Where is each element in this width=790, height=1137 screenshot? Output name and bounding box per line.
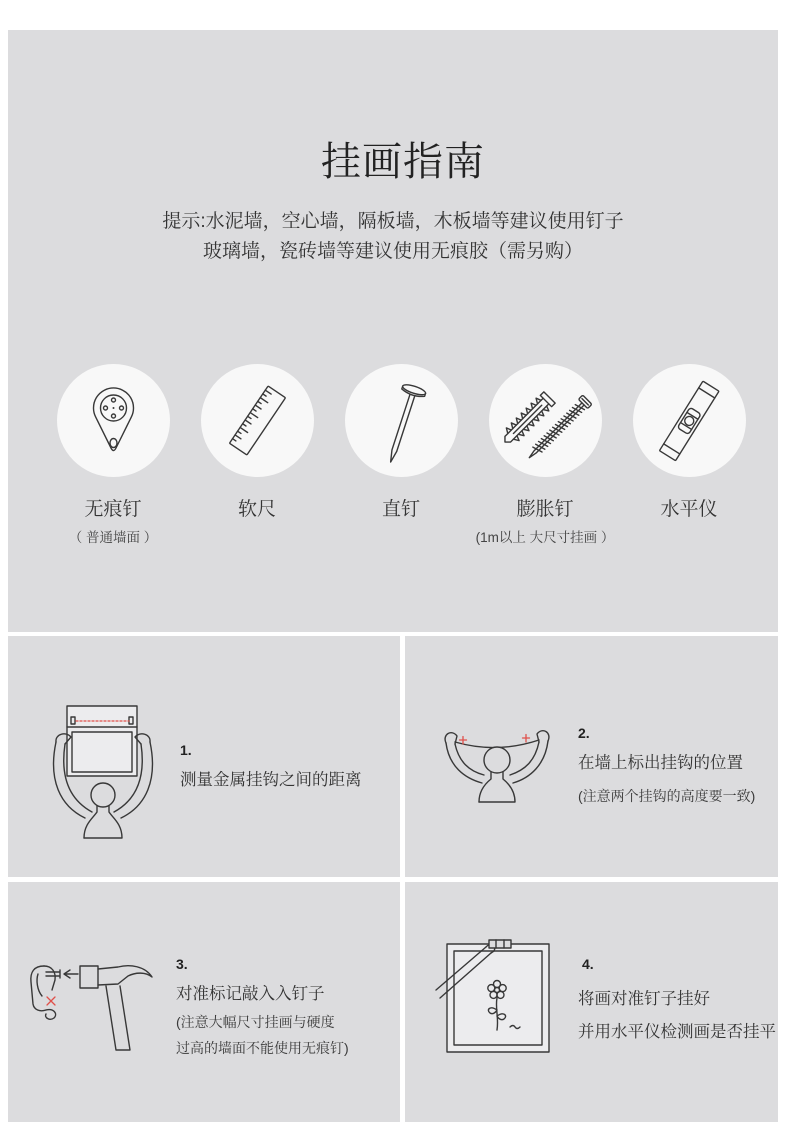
nail-shape bbox=[379, 383, 426, 466]
tool-icon-circle bbox=[201, 364, 314, 477]
step-panel-2 bbox=[405, 636, 778, 877]
tool-item-traceless-nail bbox=[43, 364, 183, 548]
expansion-screw-icon bbox=[489, 364, 602, 477]
step-text-block bbox=[180, 740, 362, 792]
traceless-nail-icon bbox=[57, 364, 170, 477]
hammer-nail-drawing bbox=[31, 966, 152, 1050]
ruler-shape bbox=[229, 386, 285, 455]
step-number: 2. bbox=[578, 725, 590, 741]
tool-name: 水平仪 bbox=[660, 499, 718, 520]
step-text-block bbox=[578, 954, 776, 1049]
step-panel-4 bbox=[405, 882, 778, 1122]
tool-name: 软尺 bbox=[237, 499, 276, 520]
wall-anchor-shape bbox=[498, 391, 555, 448]
step-number: 4. bbox=[582, 956, 594, 972]
tool-item-nail bbox=[331, 364, 471, 523]
step-number: 3. bbox=[176, 956, 188, 972]
tool-name: 直钉 bbox=[381, 499, 420, 520]
tool-icon-circle bbox=[57, 364, 170, 477]
step-note: (注意两个挂钩的高度要一致) bbox=[578, 788, 756, 804]
step-panel-3 bbox=[8, 882, 400, 1122]
tip-line: 提示:水泥墙，空心墙，隔板墙，木板墙等建议使用钉子 bbox=[162, 211, 624, 232]
ruler-icon bbox=[201, 364, 314, 477]
tool-icon-circle bbox=[633, 364, 746, 477]
tool-note: （ 普通墙面 ） bbox=[68, 530, 158, 545]
tool-note: (1m以上 大尺寸挂画 ） bbox=[475, 530, 615, 545]
spirit-level-icon bbox=[633, 364, 746, 477]
tool-item-expansion-screw bbox=[475, 364, 615, 548]
step-number: 1. bbox=[180, 742, 192, 758]
hang-frame-level-drawing bbox=[436, 940, 549, 1052]
step-text-block bbox=[578, 723, 755, 807]
step-text-block bbox=[176, 954, 349, 1061]
tool-item-ruler bbox=[187, 364, 327, 523]
nail-icon bbox=[345, 364, 458, 477]
step-panel-1 bbox=[8, 636, 400, 877]
tool-icon-circle bbox=[345, 364, 458, 477]
step-note: 过高的墙面不能使用无痕钉) bbox=[176, 1040, 349, 1056]
step-text: 并用水平仪检测画是否挂平 bbox=[578, 1023, 776, 1041]
guide-header-panel bbox=[8, 30, 778, 632]
page-title: 挂画指南 bbox=[321, 140, 485, 184]
traceless-nail-shape bbox=[93, 388, 133, 451]
person-holding-frame-drawing bbox=[54, 706, 153, 838]
step-text: 在墙上标出挂钩的位置 bbox=[578, 754, 743, 772]
tip-line: 玻璃墙，瓷砖墙等建议使用无痕胶（需另购） bbox=[202, 241, 583, 262]
tool-name: 无痕钉 bbox=[84, 499, 142, 520]
step-text: 将画对准钉子挂好 bbox=[578, 990, 710, 1008]
step-note: (注意大幅尺寸挂画与硬度 bbox=[176, 1014, 335, 1030]
step-text: 对准标记敲入入钉子 bbox=[176, 985, 325, 1003]
step-text: 测量金属挂钩之间的距离 bbox=[180, 771, 362, 789]
person-marking-wall-drawing bbox=[445, 731, 549, 802]
spirit-level-shape bbox=[659, 381, 719, 461]
tool-icon-circle bbox=[489, 364, 602, 477]
tool-name: 膨胀钉 bbox=[516, 499, 574, 520]
tool-item-spirit-level bbox=[619, 364, 759, 523]
